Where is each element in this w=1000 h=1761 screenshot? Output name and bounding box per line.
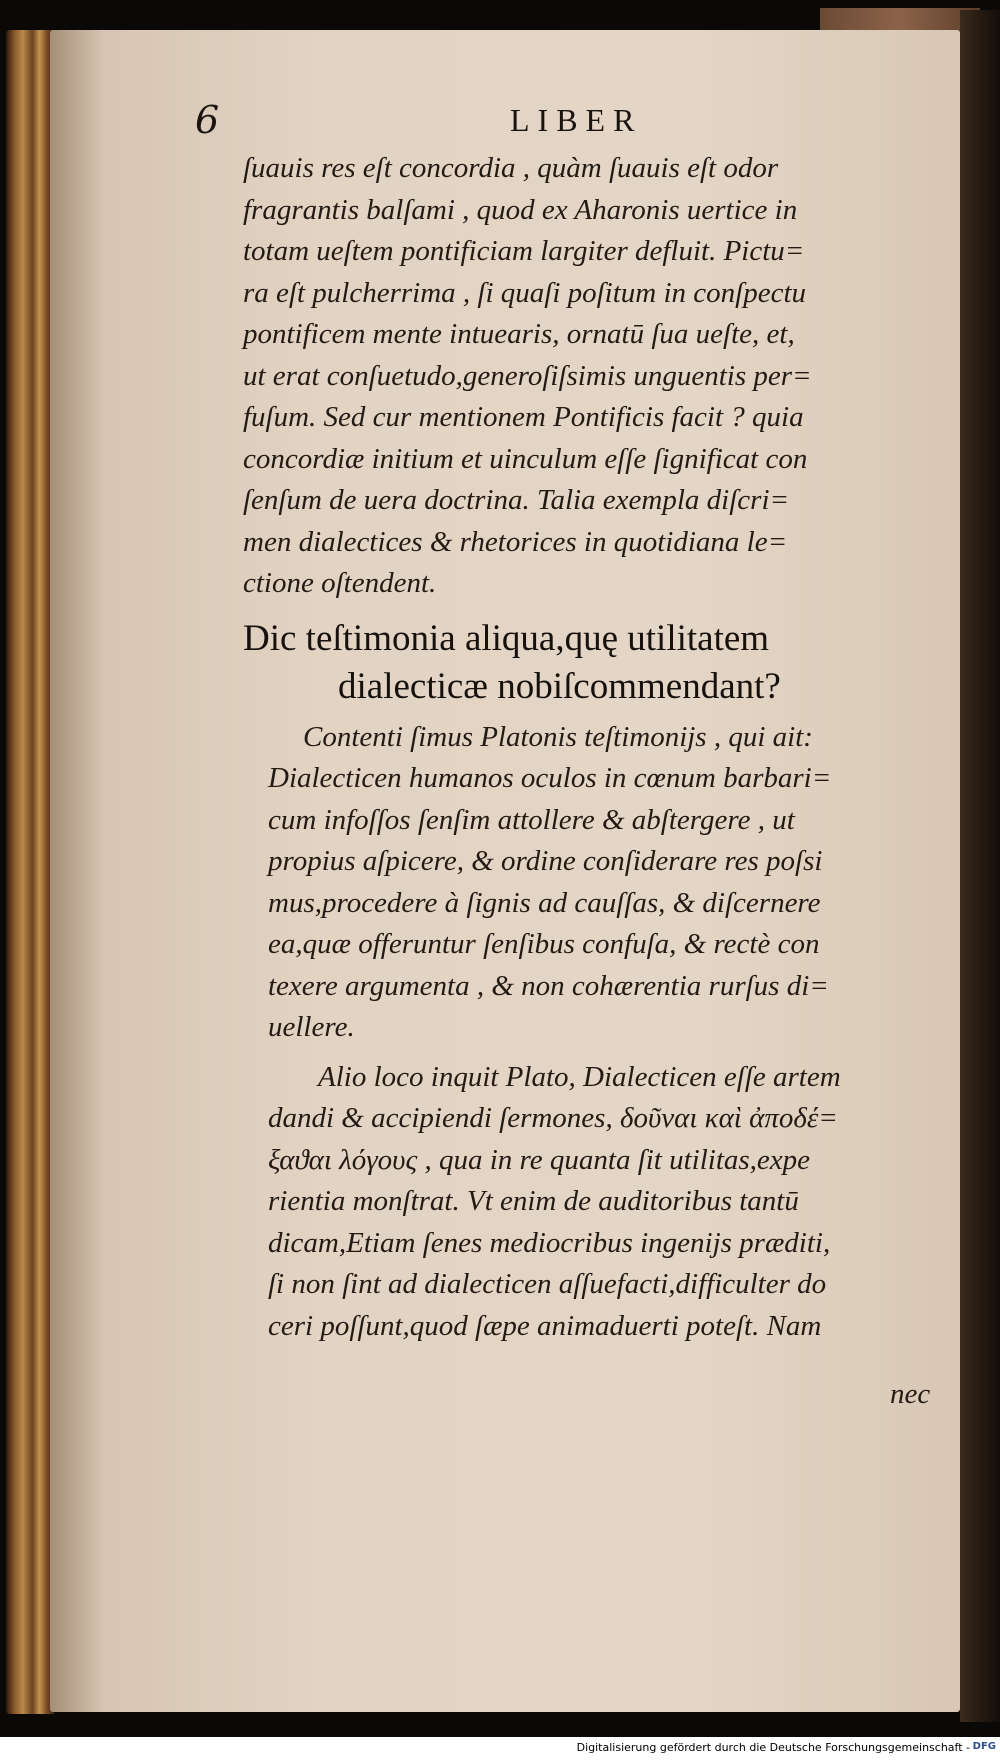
text-line: concordiæ initium et uinculum eſſe ſignificat con: [243, 442, 808, 475]
text-line: texere argumenta , & non cohærentia rurſus di=: [268, 969, 829, 1002]
text-line: ut erat conſuetudo,generoſiſsimis unguentis per=: [243, 359, 812, 392]
paragraph-2: [268, 717, 943, 1049]
text-line: rientia monſtrat. Vt enim de auditoribus tantū: [268, 1185, 799, 1217]
text-line: dicam,Etiam ſenes mediocribus ingenijs præditi,: [268, 1226, 831, 1259]
text-line: Dialecticen humanos oculos in cœnum barbari=: [268, 762, 832, 794]
text-line: totam ueſtem pontificiam largiter defluit. Pictu=: [243, 235, 805, 267]
text-line: men dialectices & rhetorices in quotidiana le=: [243, 525, 788, 558]
text-line: ra eſt pulcherrima , ſi quaſi poſitum in conſpectu: [243, 276, 807, 309]
book-fore-edge: [6, 30, 54, 1714]
text-line: ſi non ſint ad dialecticen aſſuefacti,difficulter do: [268, 1268, 827, 1300]
heading-line: Dic teſtimonia aliqua,quę utilitatem: [243, 617, 770, 659]
text-line: mus,procedere à ſignis ad cauſſas, & diſcernere: [268, 886, 821, 919]
running-head: LIBER: [510, 102, 643, 138]
digitization-footer: [0, 1737, 1000, 1761]
text-line: ſenſum de uera doctrina. Talia exempla diſcri=: [243, 484, 790, 516]
text-line: ceri poſſunt,quod ſæpe animaduerti poteſt. Nam: [268, 1309, 822, 1342]
text-line: ea,quæ offeruntur ſenſibus confuſa, & rectè con: [268, 928, 820, 960]
text-line: ſuauis res eſt concordia , quàm ſuauis eſt odor: [243, 152, 779, 184]
text-line: uellere.: [268, 1011, 355, 1043]
paragraph-1: [243, 148, 943, 605]
page-header: [195, 98, 925, 148]
book-gutter: [960, 10, 1000, 1722]
heading-line: dialecticæ nobiſcommendant?: [338, 665, 781, 707]
text-line: fragrantis balſami , quod ex Aharonis uertice in: [243, 193, 798, 226]
footer-credit: Digitalisierung gefördert durch die Deutsche Forschungsgemeinschaft -: [576, 1741, 970, 1754]
text-line: propius aſpicere, & ordine conſiderare res poſsi: [268, 845, 823, 877]
text-line: dandi & accipiendi ſermones, δοῦναι καὶ ἀποδέ=: [268, 1102, 838, 1134]
text-line: pontificem mente intuearis, ornatū ſua ueſte, et,: [243, 318, 795, 350]
body-text: [243, 148, 943, 1347]
dfg-logo: DFG: [972, 1741, 996, 1752]
catchword: nec: [890, 1378, 931, 1410]
text-line: cum infoſſos ſenſim attollere & abſtergere , ut: [268, 803, 795, 836]
text-line: ξαϑαι λόγους , qua in re quanta ſit utilitas,expe: [268, 1143, 811, 1176]
section-heading: [243, 615, 943, 711]
paragraph-3: [268, 1057, 943, 1348]
text-line: Contenti ſimus Platonis teſtimonijs , qui ait:: [303, 720, 813, 753]
text-line: Alio loco inquit Plato, Dialecticen eſſe artem: [318, 1060, 841, 1093]
text-line: ctione oſtendent.: [243, 567, 437, 599]
text-line: fuſum. Sed cur mentionem Pontificis facit ? quia: [243, 401, 804, 433]
page-number: 6: [195, 98, 220, 142]
